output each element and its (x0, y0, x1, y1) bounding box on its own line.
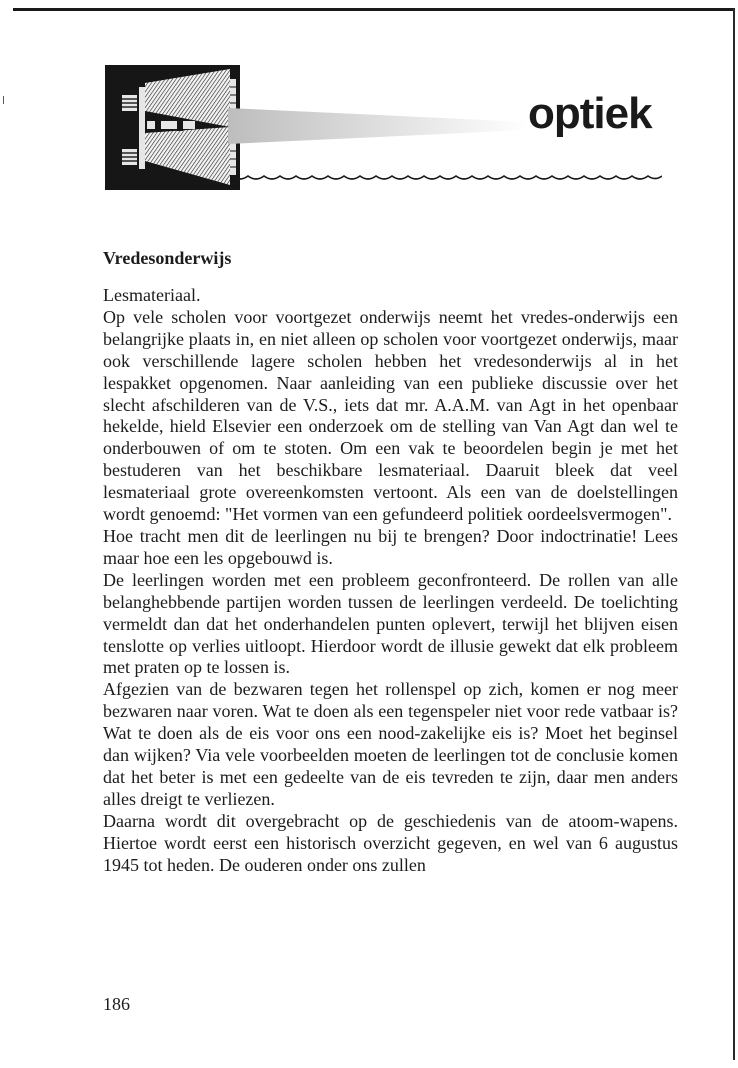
right-margin-rule (733, 8, 735, 1060)
light-beam-decoration (228, 108, 528, 144)
left-margin-mark (3, 96, 4, 104)
top-rule (13, 8, 735, 11)
wavy-divider (232, 173, 662, 185)
paragraph: Lesmateriaal. (103, 285, 201, 305)
page-number: 186 (103, 994, 130, 1014)
paragraph: Hoe tracht men dit de leerlingen nu bij te brengen? Door indoctrinatie! Lees maar hoe een les opgebouwd is. (103, 525, 678, 568)
binoculars-icon (105, 65, 240, 190)
paragraph: Op vele scholen voor voortgezet onderwijs neemt het vredes-onderwijs een belangrijke plaats in, en niet alleen op scholen voor voortgezet onderwijs, maar ook verschillende lagere scholen hebben het vredesonderwijs al in het lespakket opgenomen. Naar aanleiding van een publieke discussie over het slecht afschilderen van de V.S., iets dat mr. A.A.M. van Agt in het openbaar hekelde, hield Elsevier een onderzoek om de stelling van Van Agt dan wel te onderbouwen of om te stoten. Om een vak te beoordelen begin je met het bestuderen van het beschikbare lesmateriaal. Daaruit bleek dat veel lesmateriaal grote overeenkomsten vertoont. Als een van de doelstellingen wordt genoemd: "Het vormen van een gefundeerd politiek oordeelsvermogen". (103, 306, 678, 525)
article-body (103, 285, 678, 876)
section-title: optiek (528, 89, 652, 138)
paragraph: Daarna wordt dit overgebracht op de geschiedenis van de atoom-wapens. Hiertoe wordt eerst een historisch overzicht gegeven, en wel van 6 augustus 1945 tot heden. De ouderen onder ons zullen (103, 810, 678, 875)
article (103, 248, 678, 876)
paragraph: Afgezien van de bezwaren tegen het rollenspel op zich, komen er nog meer bezwaren naar voren. Wat te doen als een tegenspeler niet voor rede vatbaar is? Wat te doen als de eis voor ons een nood-zakelijke eis is? Moet het beginsel dan wijken? Via vele voorbeelden moeten de leerlingen tot de conclusie komen dat het beter is met een gedeelte van de eis tevreden te zijn, daar men anders alles dreigt te verliezen. (103, 679, 678, 809)
article-heading: Vredesonderwijs (103, 248, 232, 268)
paragraph: De leerlingen worden met een probleem geconfronteerd. De rollen van alle belanghebbende partijen worden tussen de leerlingen verdeeld. De toelichting vermeldt dan dat het onderhandelen punten oplevert, terwijl het blijven eisen tenslotte op verlies uitloopt. Hierdoor wordt de illusie gewekt dat elk probleem met praten op te lossen is. (103, 569, 678, 678)
